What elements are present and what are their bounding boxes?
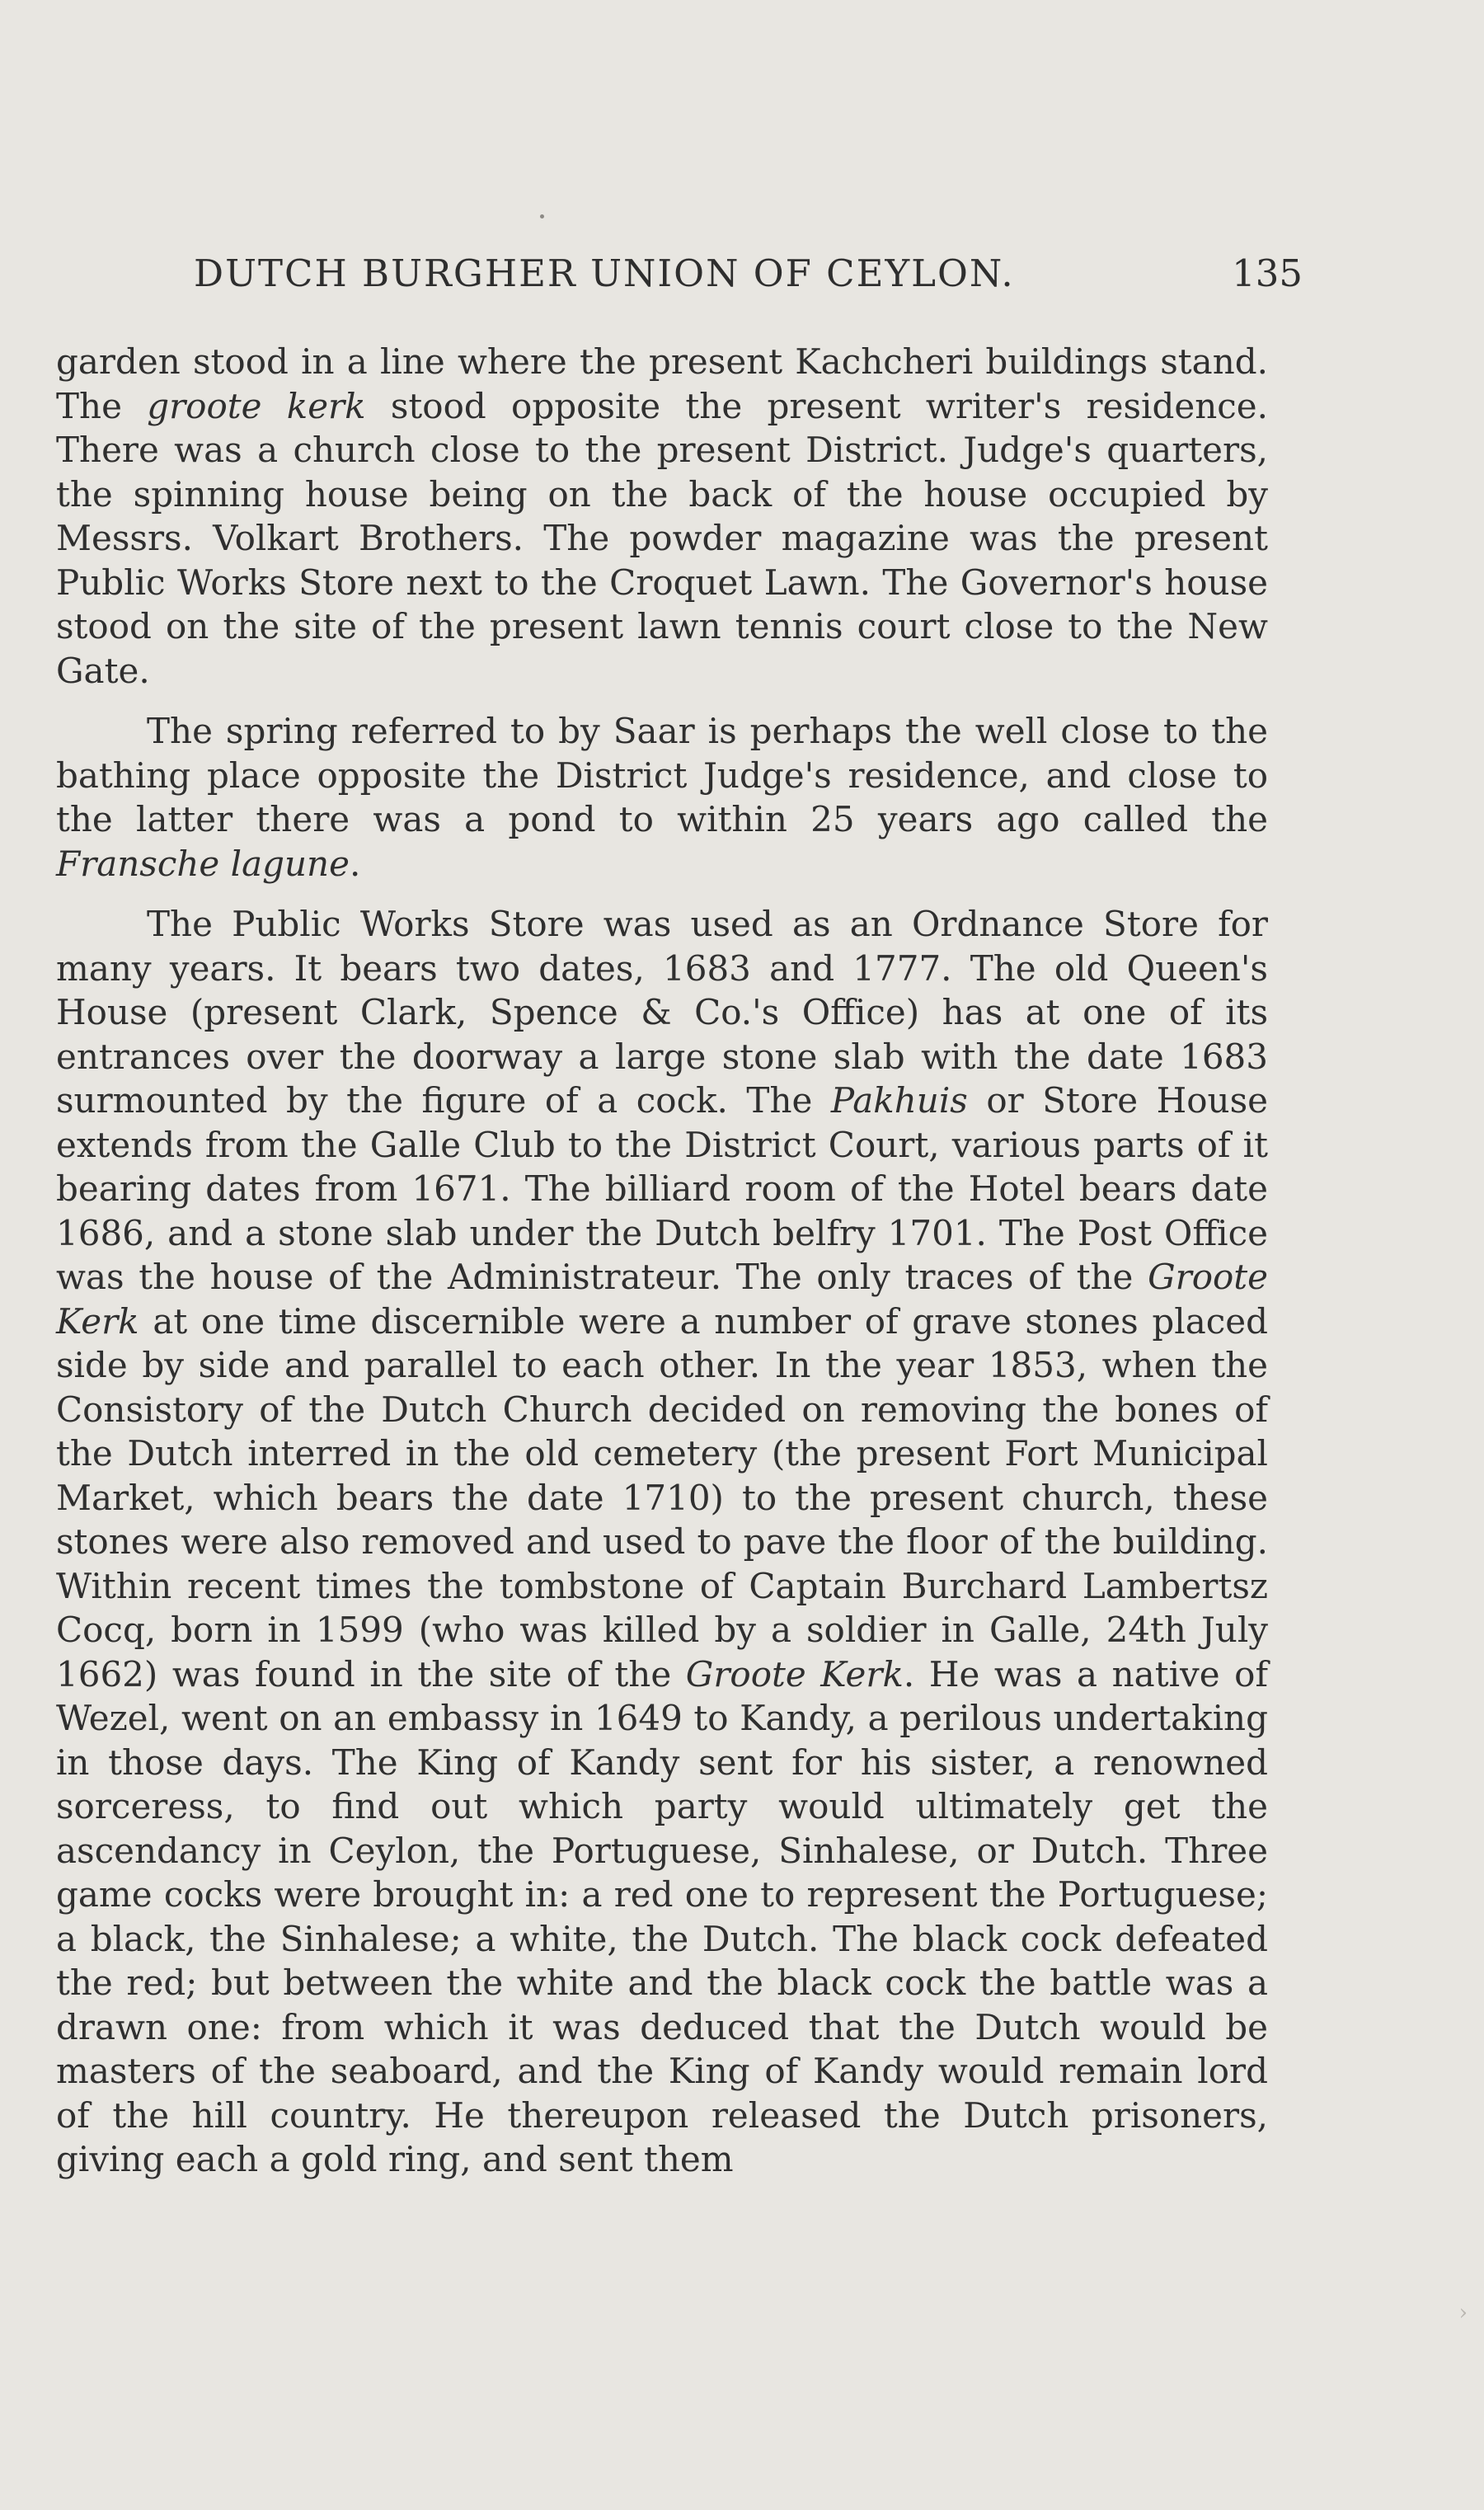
print-speck xyxy=(540,214,544,219)
page-header xyxy=(194,251,1303,309)
italic-pakhuis: Pakhuis xyxy=(830,1080,968,1121)
paragraph-2: The spring referred to by Saar is perhaps the well close to the bathing place opposite the District Judge's residence, and close to the latter there was a pond to within 25 years ago called the Fransche lagune. xyxy=(56,711,1268,884)
page-number: 135 xyxy=(1232,251,1303,295)
italic-fransche-lagune: Fransche lagune xyxy=(56,843,350,884)
paragraph-1: garden stood in a line where the present Kachcheri buildings stand. The groote kerk stood opposite the present writer's residence. There was a church close to the present District. Judge's quarters, the spinning house being on the back of the house occupied by Messrs. Volkart Brothers. The powder magazine was the present Public Works Store next to the Croquet Lawn. The Governor's house stood on the site of the present lawn tennis court close to the New Gate. xyxy=(56,341,1268,691)
edge-bleed-mark: › xyxy=(1458,2301,1468,2325)
paragraph-3: The Public Works Store was used as an Ordnance Store for many years. It bears two dates, 1683 and 1777. The old Queen's House (present Clark, Spence & Co.'s Office) has at one of its entrances over the doorway a large stone slab with the date 1683 surmounted by the figure of a cock. The Pakhuis or Store House extends from the Galle Club to the District Court, various parts of it bearing dates from 1671. The billiard room of the Hotel bears date 1686, and a stone slab under the Dutch belfry 1701. The Post Office was the house of the Administrateur. The only traces of the Groote Kerk at one time discernible were a number of grave stones placed side by side and parallel to each other. In the year 1853, when the Consistory of the Dutch Church decided on removing the bones of the Dutch interred in the old cemetery (the present Fort Municipal Market, which bears the date 1710) to the present church, these stones were also removed and used to pave the floor of the building. Within recent times the tombstone of Captain Burchard Lambertsz Cocq, born in 1599 (who was killed by a soldier in Galle, 24th July 1662) was found in the site of the Groote Kerk. He was a native of Wezel, went on an embassy in 1649 to Kandy, a perilous undertaking in those days. The King of Kandy sent for his sister, a renowned sorceress, to find out which party would ultimately get the ascendancy in Ceylon, the Portuguese, Sinhalese, or Dutch. Three game cocks were brought in: a red one to represent the Portuguese; a black, the Sinhalese; a white, the Dutch. The black cock defeated the red; but between the white and the black cock the battle was a drawn one: from which it was deduced that the Dutch would be masters of the seaboard, and the King of Kandy would remain lord of the hill country. He thereupon released the Dutch prisoners, giving each a gold ring, and sent them xyxy=(56,904,1268,2179)
italic-groote-kerk-3: Groote Kerk xyxy=(685,1653,904,1694)
running-title: DUTCH BURGHER UNION OF CEYLON. xyxy=(194,251,1015,295)
italic-groote-kerk-2: Groote Kerk xyxy=(56,1257,1268,1342)
italic-groote-kerk: groote kerk xyxy=(147,385,366,426)
body-text xyxy=(56,340,1268,2182)
